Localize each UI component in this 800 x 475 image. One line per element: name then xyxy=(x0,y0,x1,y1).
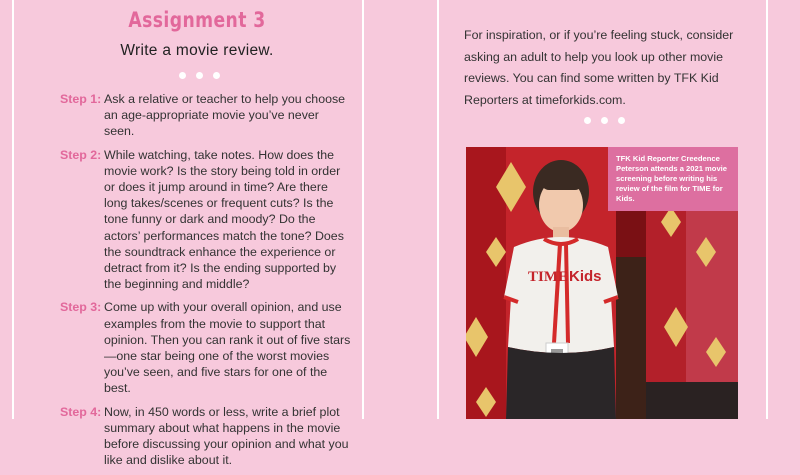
step-item xyxy=(60,147,352,293)
center-divider-line xyxy=(362,0,364,419)
step-text: While watching, take notes. How does the movie work? Is the story being told in order or does it jump around in time? Are there long takes/scenes or frequent cuts? Is the tone funny or dark and moody? Do the actors’ performances match the tone? Does the soundtrack enhance the experience or detract from it? Is the ending supported by the beginning and middle? xyxy=(104,147,344,292)
photo-caption: TFK Kid Reporter Creedence Peterson attends a 2021 movie screening before writing his review of the film for TIME for Kids. xyxy=(608,147,738,211)
left-border-line xyxy=(12,0,14,419)
dot xyxy=(618,117,625,124)
step-label: Step 3: xyxy=(60,300,102,315)
step-item xyxy=(60,91,352,140)
shirt-logo-time: TIME xyxy=(528,269,569,285)
steps-list xyxy=(60,91,352,475)
dot-separator xyxy=(179,72,220,79)
step-text: Come up with your overall opinion, and use examples from the movie to support that opinion. Then you can rank it out of five stars—one star being one of the worst movies you’ve seen, and five stars for one of the best. xyxy=(104,300,351,396)
step-label: Step 1: xyxy=(60,92,102,106)
assignment-title: Assignment 3 xyxy=(128,8,266,32)
dot xyxy=(601,117,608,124)
center-divider-line-2 xyxy=(437,0,439,419)
dot xyxy=(196,72,203,79)
step-text: Now, in 450 words or less, write a brief plot summary about what happens in the movie before discussing your opinion and what you like and dislike about it. xyxy=(104,404,349,468)
dot xyxy=(179,72,186,79)
step-item xyxy=(60,299,352,396)
dot-separator xyxy=(584,117,625,124)
step-text: Ask a relative or teacher to help you choose an age-appropriate movie you’ve never seen. xyxy=(104,92,346,139)
assignment-subtitle: Write a movie review. xyxy=(120,42,274,59)
dot xyxy=(584,117,591,124)
inspiration-text: For inspiration, or if you’re feeling stuck, consider asking an adult to help you look up other movie reviews. You can find some written by TFK Kid Reporters at timeforkids.com. xyxy=(464,28,734,107)
shirt-logo-kids: Kids xyxy=(569,268,602,285)
dot xyxy=(213,72,220,79)
right-border-line xyxy=(766,0,768,419)
step-item xyxy=(60,404,352,469)
assignment-panel xyxy=(52,0,352,468)
step-label: Step 4: xyxy=(60,404,102,419)
step-label: Step 2: xyxy=(60,147,102,162)
